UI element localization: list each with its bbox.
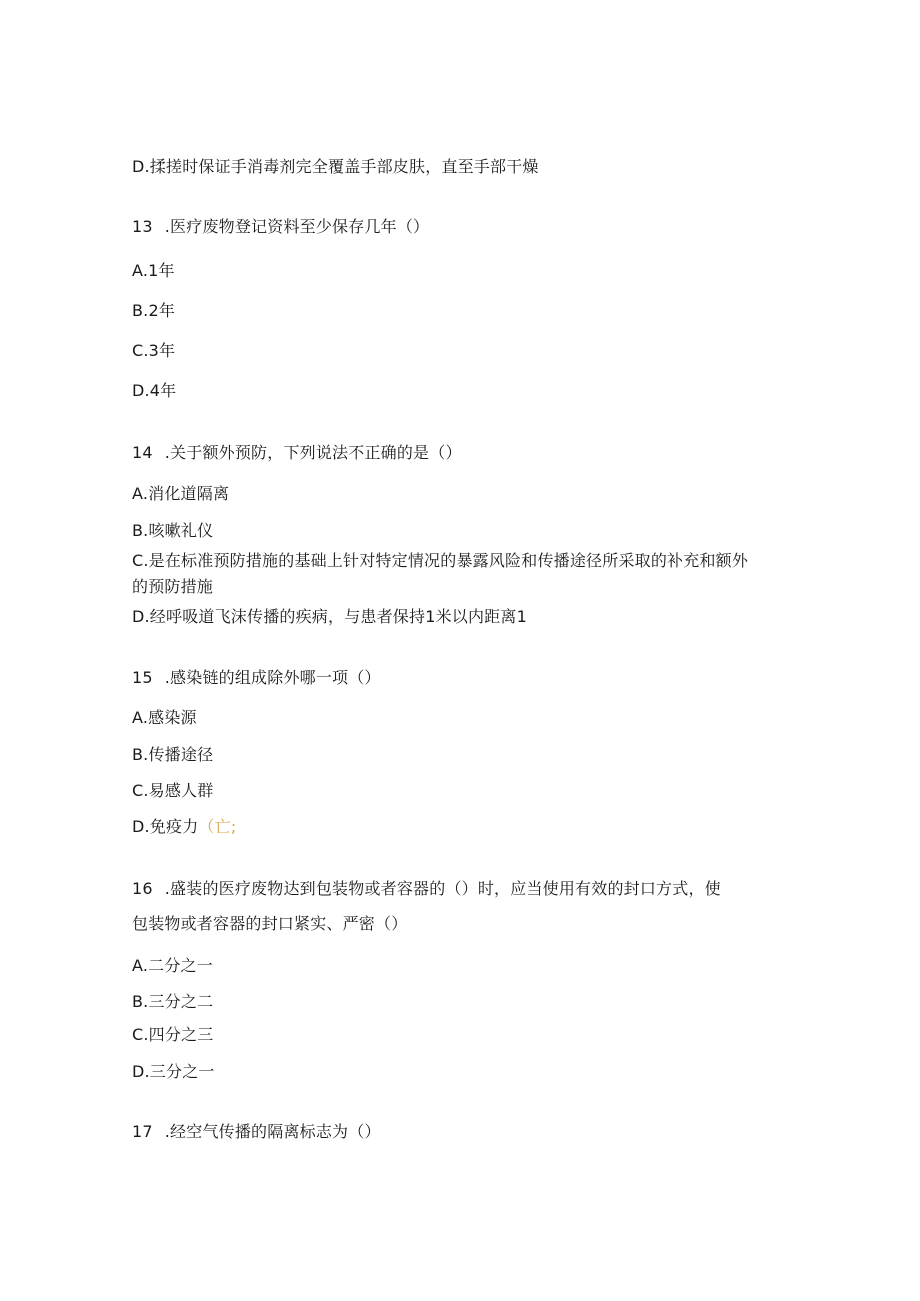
question-13-number: 13 (132, 217, 153, 236)
answer-mark: （亡; (198, 817, 237, 836)
question-14-option-c-cont: 的预防措施 (132, 577, 214, 596)
question-14-option-a: A.消化道隔离 (132, 484, 230, 503)
question-15-option-c: C.易感人群 (132, 781, 214, 800)
question-13-option-c: C.3年 (132, 341, 176, 360)
question-14-text: .关于额外预防，下列说法不正确的是（） (164, 443, 462, 462)
question-14-option-c: C.是在标准预防措施的基础上针对特定情况的暴露风险和传播途径所采取的补充和额外 (132, 551, 749, 570)
question-13-stem (132, 217, 429, 237)
question-16-option-b: B.三分之二 (132, 992, 214, 1011)
question-14-option-b: B.咳嗽礼仪 (132, 521, 214, 540)
question-13-text: .医疗废物登记资料至少保存几年（） (164, 217, 430, 236)
question-14-stem (132, 443, 462, 463)
question-17-number: 17 (132, 1122, 153, 1141)
question-15-option-d (132, 817, 236, 837)
question-16-option-a: A.二分之一 (132, 956, 213, 975)
question-14-number: 14 (132, 443, 153, 462)
question-15-number: 15 (132, 668, 153, 687)
question-15-text: .感染链的组成除外哪一项（） (164, 668, 381, 687)
question-16-number: 16 (132, 879, 153, 898)
question-15-option-b: B.传播途径 (132, 745, 214, 764)
question-16-option-d: D.三分之一 (132, 1062, 215, 1081)
question-13-option-b: B.2年 (132, 301, 176, 320)
question-16-option-c: C.四分之三 (132, 1025, 214, 1044)
prev-question-option-d: D.揉搓时保证手消毒剂完全覆盖手部皮肤，直至手部干燥 (132, 157, 539, 176)
question-13-option-a: A.1年 (132, 261, 175, 280)
question-14-option-d: D.经呼吸道飞沫传播的疾病，与患者保持1米以内距离1 (132, 607, 527, 626)
question-16-text: .盛装的医疗废物达到包装物或者容器的（）时，应当使用有效的封口方式，使 (164, 879, 721, 898)
question-15-option-d-text: D.免疫力 (132, 817, 199, 836)
question-15-stem (132, 668, 381, 688)
question-15-option-a: A.感染源 (132, 708, 197, 727)
question-13-option-d: D.4年 (132, 381, 177, 400)
question-17-text: .经空气传播的隔离标志为（） (164, 1122, 381, 1141)
question-17-stem (132, 1122, 381, 1142)
question-16-stem-cont: 包装物或者容器的封口紧实、严密（） (132, 914, 408, 933)
question-16-stem (132, 879, 721, 899)
